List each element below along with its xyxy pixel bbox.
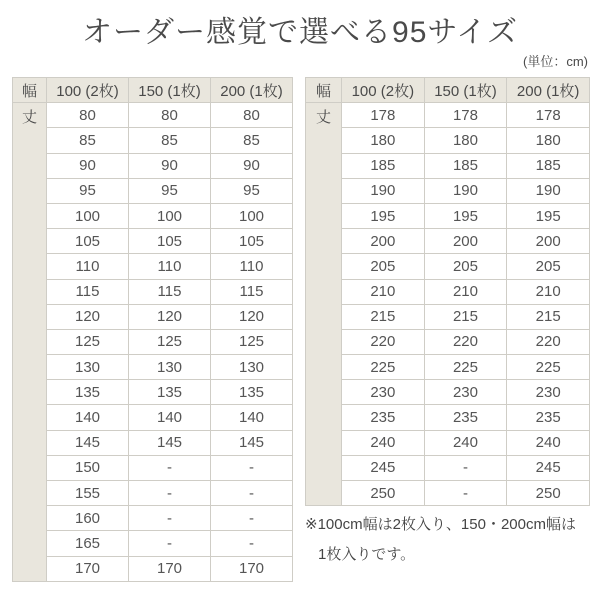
size-cell: - (129, 455, 211, 480)
table-row (13, 506, 293, 531)
size-cell: 125 (47, 329, 129, 354)
size-cell: 195 (342, 203, 425, 228)
table-row (306, 254, 590, 279)
size-cell: 220 (424, 329, 507, 354)
size-cell: 145 (47, 430, 129, 455)
size-cell: 100 (211, 203, 293, 228)
size-cell: 90 (47, 153, 129, 178)
size-cell: 245 (342, 455, 425, 480)
size-cell: 190 (507, 178, 590, 203)
size-cell: 210 (507, 279, 590, 304)
size-cell: 115 (47, 279, 129, 304)
size-cell: 195 (507, 203, 590, 228)
table-row (13, 355, 293, 380)
size-chart-page (0, 14, 600, 600)
size-cell: 215 (507, 304, 590, 329)
size-cell: 165 (47, 531, 129, 556)
width-header: 幅 (306, 78, 342, 103)
size-cell: 230 (424, 380, 507, 405)
size-cell: 235 (424, 405, 507, 430)
size-cell: 220 (507, 329, 590, 354)
size-cell: 120 (47, 304, 129, 329)
size-cell: 140 (47, 405, 129, 430)
size-cell: 200 (424, 229, 507, 254)
length-header: 丈 (306, 103, 342, 506)
table-row (13, 481, 293, 506)
size-cell: 178 (342, 103, 425, 128)
size-cell: 110 (47, 254, 129, 279)
table-row (306, 329, 590, 354)
size-cell: 215 (424, 304, 507, 329)
table-row (306, 128, 590, 153)
table-row (13, 254, 293, 279)
size-cell: 185 (342, 153, 425, 178)
table-row (13, 380, 293, 405)
size-cell: 80 (47, 103, 129, 128)
size-cell: 170 (211, 556, 293, 581)
size-cell: 180 (424, 128, 507, 153)
size-cell: 180 (342, 128, 425, 153)
size-cell: - (129, 481, 211, 506)
column-header: 200 (1枚) (211, 78, 293, 103)
size-cell: - (211, 481, 293, 506)
size-cell: 240 (424, 430, 507, 455)
size-cell: 130 (129, 355, 211, 380)
size-cell: 225 (424, 355, 507, 380)
size-cell: 205 (507, 254, 590, 279)
width-header: 幅 (13, 78, 47, 103)
size-cell: 200 (342, 229, 425, 254)
footnote-line2: 1枚入りです。 (318, 546, 416, 564)
footnote-line1: ※100cm幅は2枚入り、150・200cm幅は (305, 516, 576, 534)
size-cell: 85 (129, 128, 211, 153)
table-row (306, 203, 590, 228)
table-row (13, 178, 293, 203)
size-cell: 178 (424, 103, 507, 128)
table-row (13, 304, 293, 329)
size-cell: 205 (342, 254, 425, 279)
size-cell: 178 (507, 103, 590, 128)
size-cell: 240 (342, 430, 425, 455)
size-cell: 250 (507, 481, 590, 506)
size-cell: 230 (342, 380, 425, 405)
size-cell: 135 (47, 380, 129, 405)
size-cell: 230 (507, 380, 590, 405)
table-row (306, 304, 590, 329)
size-cell: - (129, 506, 211, 531)
table-row (13, 405, 293, 430)
table-row (13, 128, 293, 153)
size-cell: 125 (211, 329, 293, 354)
size-cell: 145 (129, 430, 211, 455)
size-cell: 120 (129, 304, 211, 329)
table-row (306, 178, 590, 203)
header-row (306, 78, 590, 103)
table-row (13, 430, 293, 455)
table-row (13, 531, 293, 556)
table-row (306, 279, 590, 304)
length-header: 丈 (13, 103, 47, 582)
size-cell: 210 (424, 279, 507, 304)
size-cell: 250 (342, 481, 425, 506)
size-cell: - (129, 531, 211, 556)
size-cell: 115 (211, 279, 293, 304)
table-row (13, 103, 293, 128)
size-cell: 90 (211, 153, 293, 178)
size-cell: 135 (211, 380, 293, 405)
size-cell: 185 (424, 153, 507, 178)
size-cell: 210 (342, 279, 425, 304)
size-cell: 185 (507, 153, 590, 178)
table-row (306, 481, 590, 506)
table-row (306, 355, 590, 380)
footnote (305, 510, 590, 570)
table-row (13, 279, 293, 304)
size-cell: 110 (129, 254, 211, 279)
size-cell: - (211, 531, 293, 556)
size-cell: 205 (424, 254, 507, 279)
size-cell: 195 (424, 203, 507, 228)
size-cell: 215 (342, 304, 425, 329)
table-row (13, 153, 293, 178)
table-row (13, 203, 293, 228)
size-cell: 220 (342, 329, 425, 354)
header-row (13, 78, 293, 103)
size-cell: 235 (507, 405, 590, 430)
column-header: 100 (2枚) (342, 78, 425, 103)
size-cell: 225 (507, 355, 590, 380)
size-cell: 130 (47, 355, 129, 380)
size-cell: 140 (129, 405, 211, 430)
size-cell: 160 (47, 506, 129, 531)
size-cell: 95 (211, 178, 293, 203)
size-cell: 90 (129, 153, 211, 178)
size-cell: - (211, 455, 293, 480)
size-cell: 135 (129, 380, 211, 405)
table-row (306, 430, 590, 455)
column-header: 150 (1枚) (424, 78, 507, 103)
size-cell: 180 (507, 128, 590, 153)
size-cell: 80 (211, 103, 293, 128)
table-row (13, 556, 293, 581)
column-header: 100 (2枚) (47, 78, 129, 103)
size-cell: 80 (129, 103, 211, 128)
unit-note: (単位：cm) (523, 54, 588, 69)
size-cell: 155 (47, 481, 129, 506)
table-row (306, 103, 590, 128)
table-row (13, 329, 293, 354)
size-cell: 95 (47, 178, 129, 203)
size-cell: 190 (424, 178, 507, 203)
table-row (306, 455, 590, 480)
table-row (306, 380, 590, 405)
size-cell: 100 (47, 203, 129, 228)
size-cell: 105 (47, 229, 129, 254)
table-row (306, 405, 590, 430)
size-cell: 170 (47, 556, 129, 581)
size-cell: 190 (342, 178, 425, 203)
table-row (13, 455, 293, 480)
size-cell: 105 (211, 229, 293, 254)
size-cell: 245 (507, 455, 590, 480)
size-table-left (12, 77, 293, 582)
table-row (13, 229, 293, 254)
size-cell: 145 (211, 430, 293, 455)
column-header: 200 (1枚) (507, 78, 590, 103)
right-table-column (305, 77, 590, 570)
size-table-right (305, 77, 590, 506)
size-cell: - (424, 481, 507, 506)
size-cell: 200 (507, 229, 590, 254)
table-row (306, 153, 590, 178)
size-cell: 105 (129, 229, 211, 254)
left-table-column (12, 77, 293, 582)
size-cell: 235 (342, 405, 425, 430)
tables-container (0, 72, 600, 582)
size-cell: 130 (211, 355, 293, 380)
table-row (306, 229, 590, 254)
size-cell: 110 (211, 254, 293, 279)
size-cell: 150 (47, 455, 129, 480)
size-cell: 100 (129, 203, 211, 228)
size-cell: 85 (211, 128, 293, 153)
page-title: オーダー感覚で選べる95サイズ (82, 16, 518, 49)
size-cell: 225 (342, 355, 425, 380)
size-cell: - (424, 455, 507, 480)
size-cell: 115 (129, 279, 211, 304)
size-cell: 85 (47, 128, 129, 153)
size-cell: 95 (129, 178, 211, 203)
size-cell: 240 (507, 430, 590, 455)
size-cell: 140 (211, 405, 293, 430)
column-header: 150 (1枚) (129, 78, 211, 103)
size-cell: 125 (129, 329, 211, 354)
size-cell: 170 (129, 556, 211, 581)
size-cell: 120 (211, 304, 293, 329)
size-cell: - (211, 506, 293, 531)
